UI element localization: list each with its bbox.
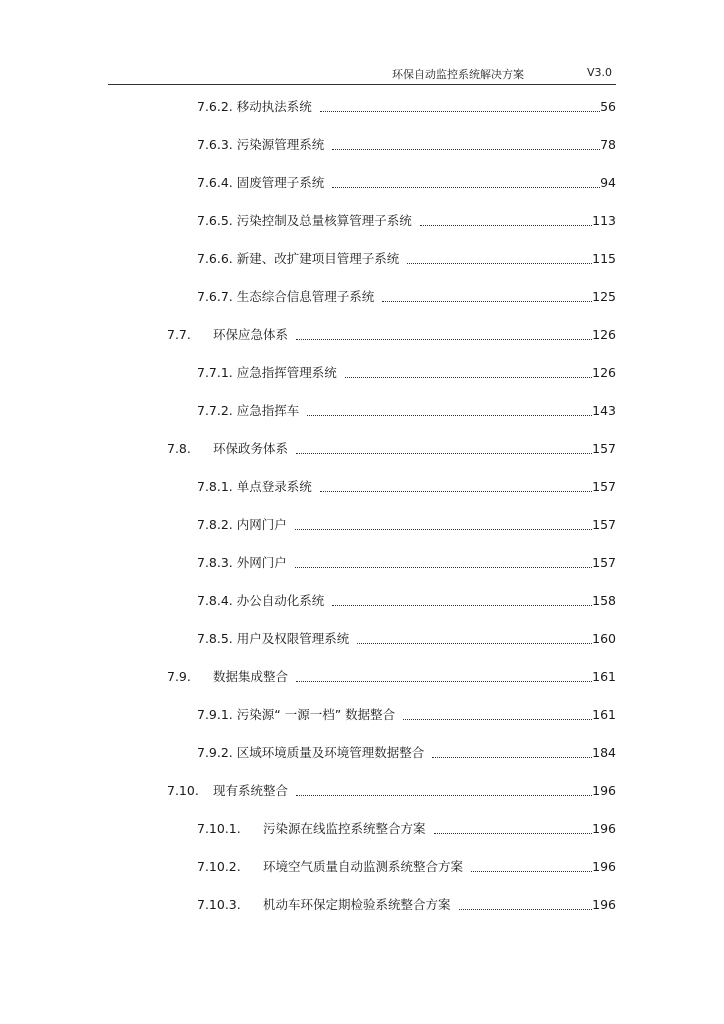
toc-entry-number: 7.7.2. [197, 403, 233, 418]
toc-entry-title: 区域环境质量及环境管理数据整合 [236, 745, 425, 760]
toc-entry-title: 应急指挥管理系统 [236, 365, 337, 380]
toc-entry[interactable] [197, 288, 616, 306]
toc-entry[interactable] [197, 174, 616, 192]
toc-entry-number: 7.7.1. [197, 365, 233, 380]
toc-entry-number: 7.8.1. [197, 479, 233, 494]
toc-entry-page: 161 [592, 707, 616, 722]
toc-entry[interactable] [167, 782, 616, 800]
toc-entry-number: 7.8.2. [197, 517, 233, 532]
toc-entry[interactable] [167, 326, 616, 344]
toc-entry-number: 7.6.6. [197, 251, 233, 266]
toc-entry-number: 7.10. [167, 783, 199, 798]
toc-entry-page: 157 [592, 479, 616, 494]
toc-entry[interactable] [197, 98, 616, 116]
toc-entry-title: 单点登录系统 [236, 479, 312, 494]
toc-leader-dots [420, 225, 592, 226]
toc-entry-page: 56 [600, 99, 616, 114]
toc-leader-dots [296, 681, 592, 682]
toc-entry-page: 184 [592, 745, 616, 760]
toc-entry-title: 内网门户 [236, 517, 287, 532]
toc-entry-number: 7.10.2. [197, 859, 241, 874]
toc-leader-dots [345, 377, 592, 378]
toc-entry[interactable] [197, 516, 616, 534]
toc-entry-title: 污染源“ 一源一档” 数据整合 [236, 707, 396, 722]
toc-entry[interactable] [197, 554, 616, 572]
toc-entry-title: 固废管理子系统 [236, 175, 325, 190]
toc-entry-page: 196 [592, 783, 616, 798]
toc-entry-page: 113 [592, 213, 616, 228]
toc-entry-number: 7.8. [167, 441, 191, 456]
toc-entry-page: 126 [592, 365, 616, 380]
toc-leader-dots [320, 491, 592, 492]
toc-entry-number: 7.9.2. [197, 745, 233, 760]
toc-entry-number: 7.6.7. [197, 289, 233, 304]
toc-entry-title: 生态综合信息管理子系统 [236, 289, 375, 304]
toc-entry-number: 7.6.3. [197, 137, 233, 152]
toc-entry-number: 7.8.4. [197, 593, 233, 608]
toc-entry[interactable] [197, 706, 616, 724]
toc-entry-page: 115 [592, 251, 616, 266]
toc-entry-number: 7.6.5. [197, 213, 233, 228]
toc-leader-dots [357, 643, 592, 644]
toc-entry-title: 移动执法系统 [236, 99, 312, 114]
toc-entry-number: 7.7. [167, 327, 191, 342]
toc-entry[interactable] [197, 820, 616, 838]
toc-entry-page: 157 [592, 555, 616, 570]
toc-entry[interactable] [197, 744, 616, 762]
toc-entry-page: 161 [592, 669, 616, 684]
toc-leader-dots [332, 605, 592, 606]
toc-entry[interactable] [167, 668, 616, 686]
toc-entry-title: 机动车环保定期检验系统整合方案 [263, 897, 451, 912]
toc-entry[interactable] [197, 212, 616, 230]
toc-entry-page: 157 [592, 517, 616, 532]
toc-entry[interactable] [197, 478, 616, 496]
toc-entry[interactable] [197, 364, 616, 382]
toc-entry-title: 用户及权限管理系统 [236, 631, 350, 646]
toc-entry-number: 7.9.1. [197, 707, 233, 722]
toc-leader-dots [459, 909, 593, 910]
toc-entry-number: 7.10.1. [197, 821, 241, 836]
toc-entry-title: 新建、改扩建项目管理子系统 [236, 251, 400, 266]
toc-entry[interactable] [197, 896, 616, 914]
toc-entry-title: 污染源在线监控系统整合方案 [263, 821, 426, 836]
toc-entry-title: 环境空气质量自动监测系统整合方案 [263, 859, 464, 874]
toc-entry-page: 126 [592, 327, 616, 342]
toc-entry[interactable] [197, 402, 616, 420]
toc-entry-title: 应急指挥车 [236, 403, 300, 418]
toc-leader-dots [432, 757, 592, 758]
toc-entry-number: 7.8.3. [197, 555, 233, 570]
toc-entry-page: 94 [600, 175, 616, 190]
toc-entry-number: 7.9. [167, 669, 191, 684]
toc-leader-dots [332, 187, 600, 188]
toc-entry[interactable] [197, 592, 616, 610]
toc-leader-dots [382, 301, 592, 302]
toc-entry-page: 196 [592, 859, 616, 874]
toc-leader-dots [296, 339, 592, 340]
toc-entry-title: 数据集成整合 [213, 669, 289, 684]
toc-leader-dots [434, 833, 593, 834]
toc-entry-page: 160 [592, 631, 616, 646]
toc-entry-number: 7.6.2. [197, 99, 233, 114]
toc-entry[interactable] [197, 858, 616, 876]
toc-leader-dots [407, 263, 592, 264]
toc-entry-page: 143 [592, 403, 616, 418]
toc-entry-number: 7.8.5. [197, 631, 233, 646]
toc-leader-dots [471, 871, 592, 872]
toc-leader-dots [307, 415, 592, 416]
toc-entry[interactable] [197, 250, 616, 268]
toc-leader-dots [296, 453, 592, 454]
toc-entry-title: 污染控制及总量核算管理子系统 [236, 213, 412, 228]
toc-entry-title: 环保应急体系 [213, 327, 289, 342]
toc-entry-page: 158 [592, 593, 616, 608]
toc-entry-page: 196 [592, 897, 616, 912]
toc-entry-number: 7.6.4. [197, 175, 233, 190]
toc-leader-dots [295, 567, 592, 568]
toc-leader-dots [296, 795, 592, 796]
toc-entry-title: 现有系统整合 [213, 783, 289, 798]
toc-leader-dots [295, 529, 592, 530]
toc-entry-title: 外网门户 [236, 555, 287, 570]
toc-entry-page: 125 [592, 289, 616, 304]
toc-entry-title: 污染源管理系统 [236, 137, 325, 152]
toc-entry[interactable] [197, 136, 616, 154]
document-title: 环保自动监控系统解决方案 [392, 68, 524, 81]
toc-entry-page: 157 [592, 441, 616, 456]
toc-entry-page: 196 [592, 821, 616, 836]
toc-leader-dots [320, 111, 600, 112]
toc-entry[interactable] [167, 440, 616, 458]
toc-entry-title: 环保政务体系 [213, 441, 289, 456]
toc-entry-title: 办公自动化系统 [236, 593, 325, 608]
toc-entry-page: 78 [600, 137, 616, 152]
toc-entry[interactable] [197, 630, 616, 648]
document-version: V3.0 [586, 66, 612, 79]
toc-leader-dots [403, 719, 592, 720]
toc-leader-dots [332, 149, 600, 150]
toc-entry-number: 7.10.3. [197, 897, 241, 912]
